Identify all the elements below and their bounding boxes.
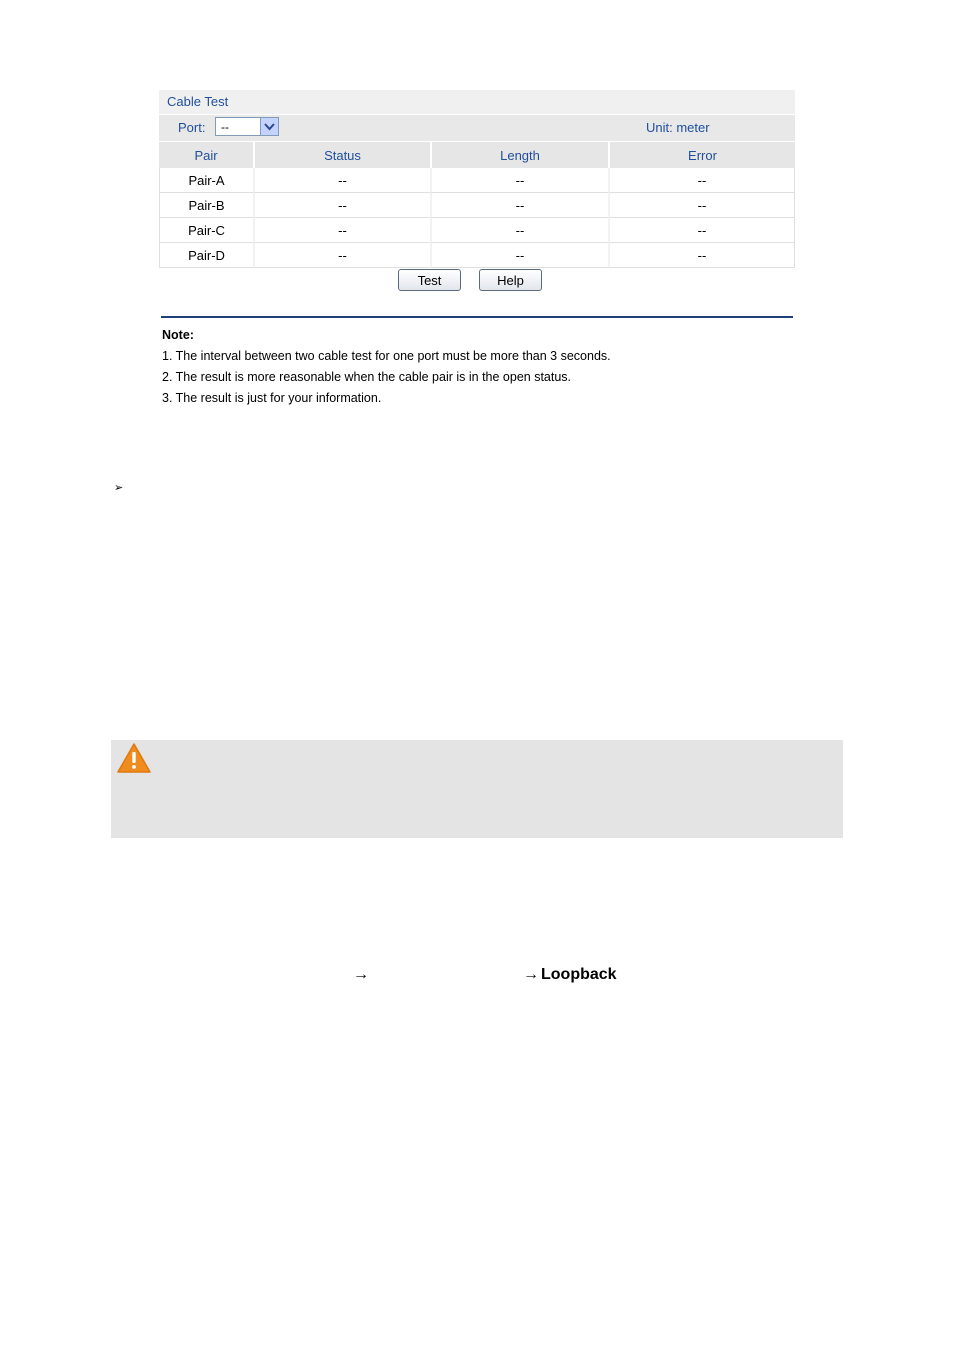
note-item: 2. The result is more reasonable when the cable pair is in the open status. [162,370,572,384]
table-header-row [159,142,795,168]
port-select-value: -- [221,120,229,134]
error-cell: -- [608,243,795,268]
cable-test-table [159,142,795,268]
chevron-down-icon[interactable] [260,118,278,135]
length-cell: -- [430,193,608,218]
error-cell: -- [608,168,795,193]
path-loopback: Loopback [541,966,617,983]
pair-cell: Pair-C [159,218,253,243]
help-button[interactable]: Help [479,269,542,291]
test-button[interactable]: Test [398,269,461,291]
table-row [159,168,795,193]
note-item: 3. The result is just for your information. [162,391,382,405]
port-label: Port: [178,120,206,135]
note-item: 1. The interval between two cable test for one port must be more than 3 seconds. [162,349,611,363]
pair-cell: Pair-D [159,243,253,268]
table-row [159,193,795,218]
note-divider [161,316,793,318]
status-cell: -- [253,193,430,218]
cable-test-panel [159,90,795,268]
note-title: Note: [162,328,194,342]
status-cell: -- [253,243,430,268]
note-section [162,325,611,409]
length-cell: -- [430,168,608,193]
panel-title: Cable Test [159,90,795,114]
port-row [159,115,795,141]
unit-label: Unit: meter [646,120,710,135]
bullet-arrow-icon: ➢ [114,482,124,494]
length-cell: -- [430,243,608,268]
length-cell: -- [430,218,608,243]
path-arrow-1: → [353,966,369,983]
path-arrow-2: → [523,966,539,983]
error-cell: -- [608,193,795,218]
warning-box [111,740,843,838]
status-cell: -- [253,168,430,193]
header-pair: Pair [159,142,253,168]
table-row [159,218,795,243]
warning-triangle-icon [116,742,152,779]
header-length: Length [430,142,608,168]
pair-cell: Pair-A [159,168,253,193]
port-select[interactable] [215,117,279,136]
header-status: Status [253,142,430,168]
status-cell: -- [253,218,430,243]
table-row [159,243,795,268]
pair-cell: Pair-B [159,193,253,218]
header-error: Error [608,142,795,168]
error-cell: -- [608,218,795,243]
